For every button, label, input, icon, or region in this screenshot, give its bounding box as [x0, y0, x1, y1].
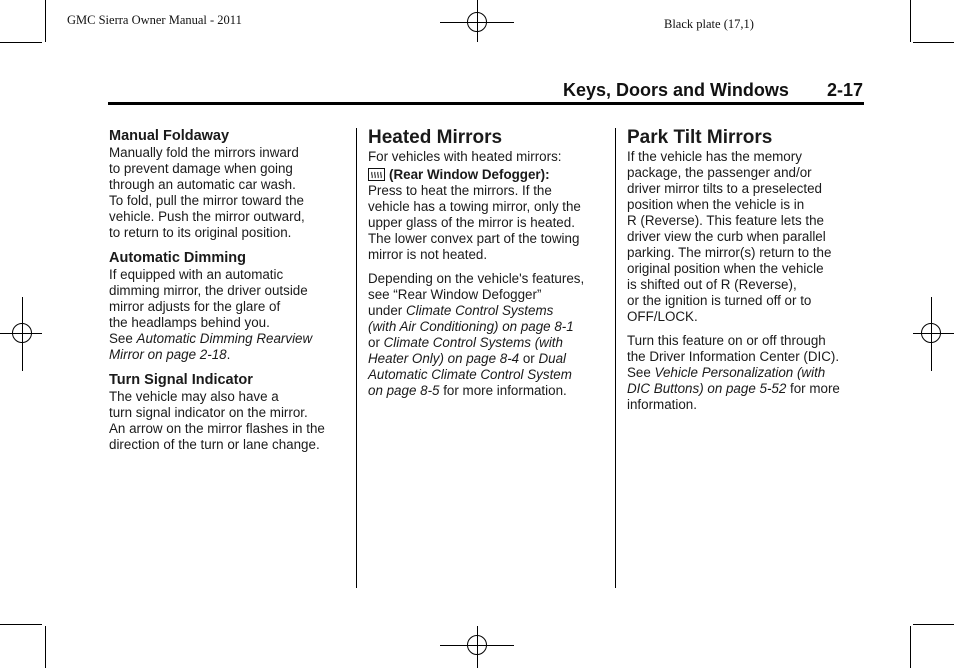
text-line: through an automatic car wash. [109, 177, 296, 192]
text-line: For vehicles with heated mirrors: [368, 149, 562, 164]
text-line: The lower convex part of the towing [368, 231, 580, 246]
text-line: Mirror on page 2-18. [109, 347, 231, 362]
text-line [368, 167, 610, 183]
crop-mark [913, 42, 954, 43]
text-line: vehicle has a towing mirror, only the [368, 199, 581, 214]
heading-manual-foldaway: Manual Foldaway [109, 128, 230, 144]
text-line: Turn this feature on or off through [627, 333, 826, 348]
text-line: If equipped with an automatic [109, 267, 284, 282]
text-line: is shifted out of R (Reverse), [627, 277, 797, 292]
text-line: driver view the curb when parallel [627, 229, 826, 244]
text-line: See Automatic Dimming Rearview [109, 331, 313, 346]
text-line: driver mirror tilts to a preselected [627, 181, 822, 196]
crop-mark [45, 626, 46, 668]
column-middle [368, 127, 610, 399]
text-line: on page 8-5 for more information. [368, 383, 567, 398]
text-line: direction of the turn or lane change. [109, 437, 320, 452]
text-line: vehicle. Push the mirror outward, [109, 209, 305, 224]
column-divider [615, 128, 616, 588]
heading-turn-signal-indicator: Turn Signal Indicator [109, 372, 253, 388]
text-line: OFF/LOCK. [627, 309, 698, 324]
text-line: package, the passenger and/or [627, 165, 812, 180]
text-line: Manually fold the mirrors inward [109, 145, 299, 160]
crop-mark [910, 626, 911, 668]
column-left [109, 127, 349, 453]
button-label: (Rear Window Defogger): [389, 167, 550, 182]
cross-reference: on page 8-5 [368, 383, 440, 398]
text-line: parking. The mirror(s) return to the [627, 245, 832, 260]
crop-mark [0, 624, 42, 625]
text-line: Press to heat the mirrors. If the [368, 183, 552, 198]
cross-reference: Automatic Dimming Rearview [136, 331, 313, 346]
cross-reference: Dual [538, 351, 567, 366]
cross-reference: Heater Only) on page 8-4 [368, 351, 520, 366]
text-line: mirror adjusts for the glare of [109, 299, 281, 314]
plate-number: Black plate (17,1) [664, 17, 754, 31]
text-line: R (Reverse). This feature lets the [627, 213, 824, 228]
column-divider [356, 128, 357, 588]
text-line: turn signal indicator on the mirror. [109, 405, 308, 420]
cross-reference: Automatic Climate Control System [368, 367, 572, 382]
cross-reference: Climate Control Systems [405, 303, 554, 318]
text-line: Heater Only) on page 8-4 or Dual [368, 351, 567, 366]
heading-heated-mirrors: Heated Mirrors [368, 127, 503, 148]
rear-window-defogger-icon [368, 168, 385, 181]
text-line: upper glass of the mirror is heated. [368, 215, 575, 230]
header-rule [108, 102, 864, 105]
text-line: The vehicle may also have a [109, 389, 279, 404]
text-line: mirror is not heated. [368, 247, 488, 262]
heading-park-tilt-mirrors: Park Tilt Mirrors [627, 127, 773, 148]
section-title: Keys, Doors and Windows [563, 80, 789, 100]
text-line: position when the vehicle is in [627, 197, 805, 212]
heading-automatic-dimming: Automatic Dimming [109, 250, 246, 266]
text-line: original position when the vehicle [627, 261, 824, 276]
text-line: See Vehicle Personalization (with [627, 365, 826, 380]
text-line: If the vehicle has the memory [627, 149, 802, 164]
crop-mark [0, 42, 42, 43]
text-line: or the ignition is turned off or to [627, 293, 812, 308]
cross-reference: (with Air Conditioning) on page 8-1 [368, 319, 574, 334]
text-line: under Climate Control Systems [368, 303, 554, 318]
crop-mark [45, 0, 46, 42]
text-line: to return to its original position. [109, 225, 292, 240]
text-line: to prevent damage when going [109, 161, 293, 176]
text-line: the Driver Information Center (DIC). [627, 349, 840, 364]
text-line: see “Rear Window Defogger” [368, 287, 542, 302]
column-right [627, 127, 867, 413]
cross-reference: DIC Buttons) on page 5-52 [627, 381, 787, 396]
text-line: the headlamps behind you. [109, 315, 270, 330]
text-line: An arrow on the mirror flashes in the [109, 421, 325, 436]
text-line: DIC Buttons) on page 5-52 for more [627, 381, 840, 396]
text-line: dimming mirror, the driver outside [109, 283, 308, 298]
text-line: Depending on the vehicle's features, [368, 271, 585, 286]
text-line: To fold, pull the mirror toward the [109, 193, 304, 208]
plate-title: GMC Sierra Owner Manual - 2011 [67, 13, 242, 27]
text-line: information. [627, 397, 697, 412]
crop-mark [913, 624, 954, 625]
cross-reference: Mirror on page 2-18 [109, 347, 227, 362]
crop-mark [910, 0, 911, 42]
page-number: 2-17 [827, 80, 864, 100]
cross-reference: Vehicle Personalization (with [654, 365, 826, 380]
cross-reference: Climate Control Systems (with [383, 335, 563, 350]
text-line: or Climate Control Systems (with [368, 335, 563, 350]
